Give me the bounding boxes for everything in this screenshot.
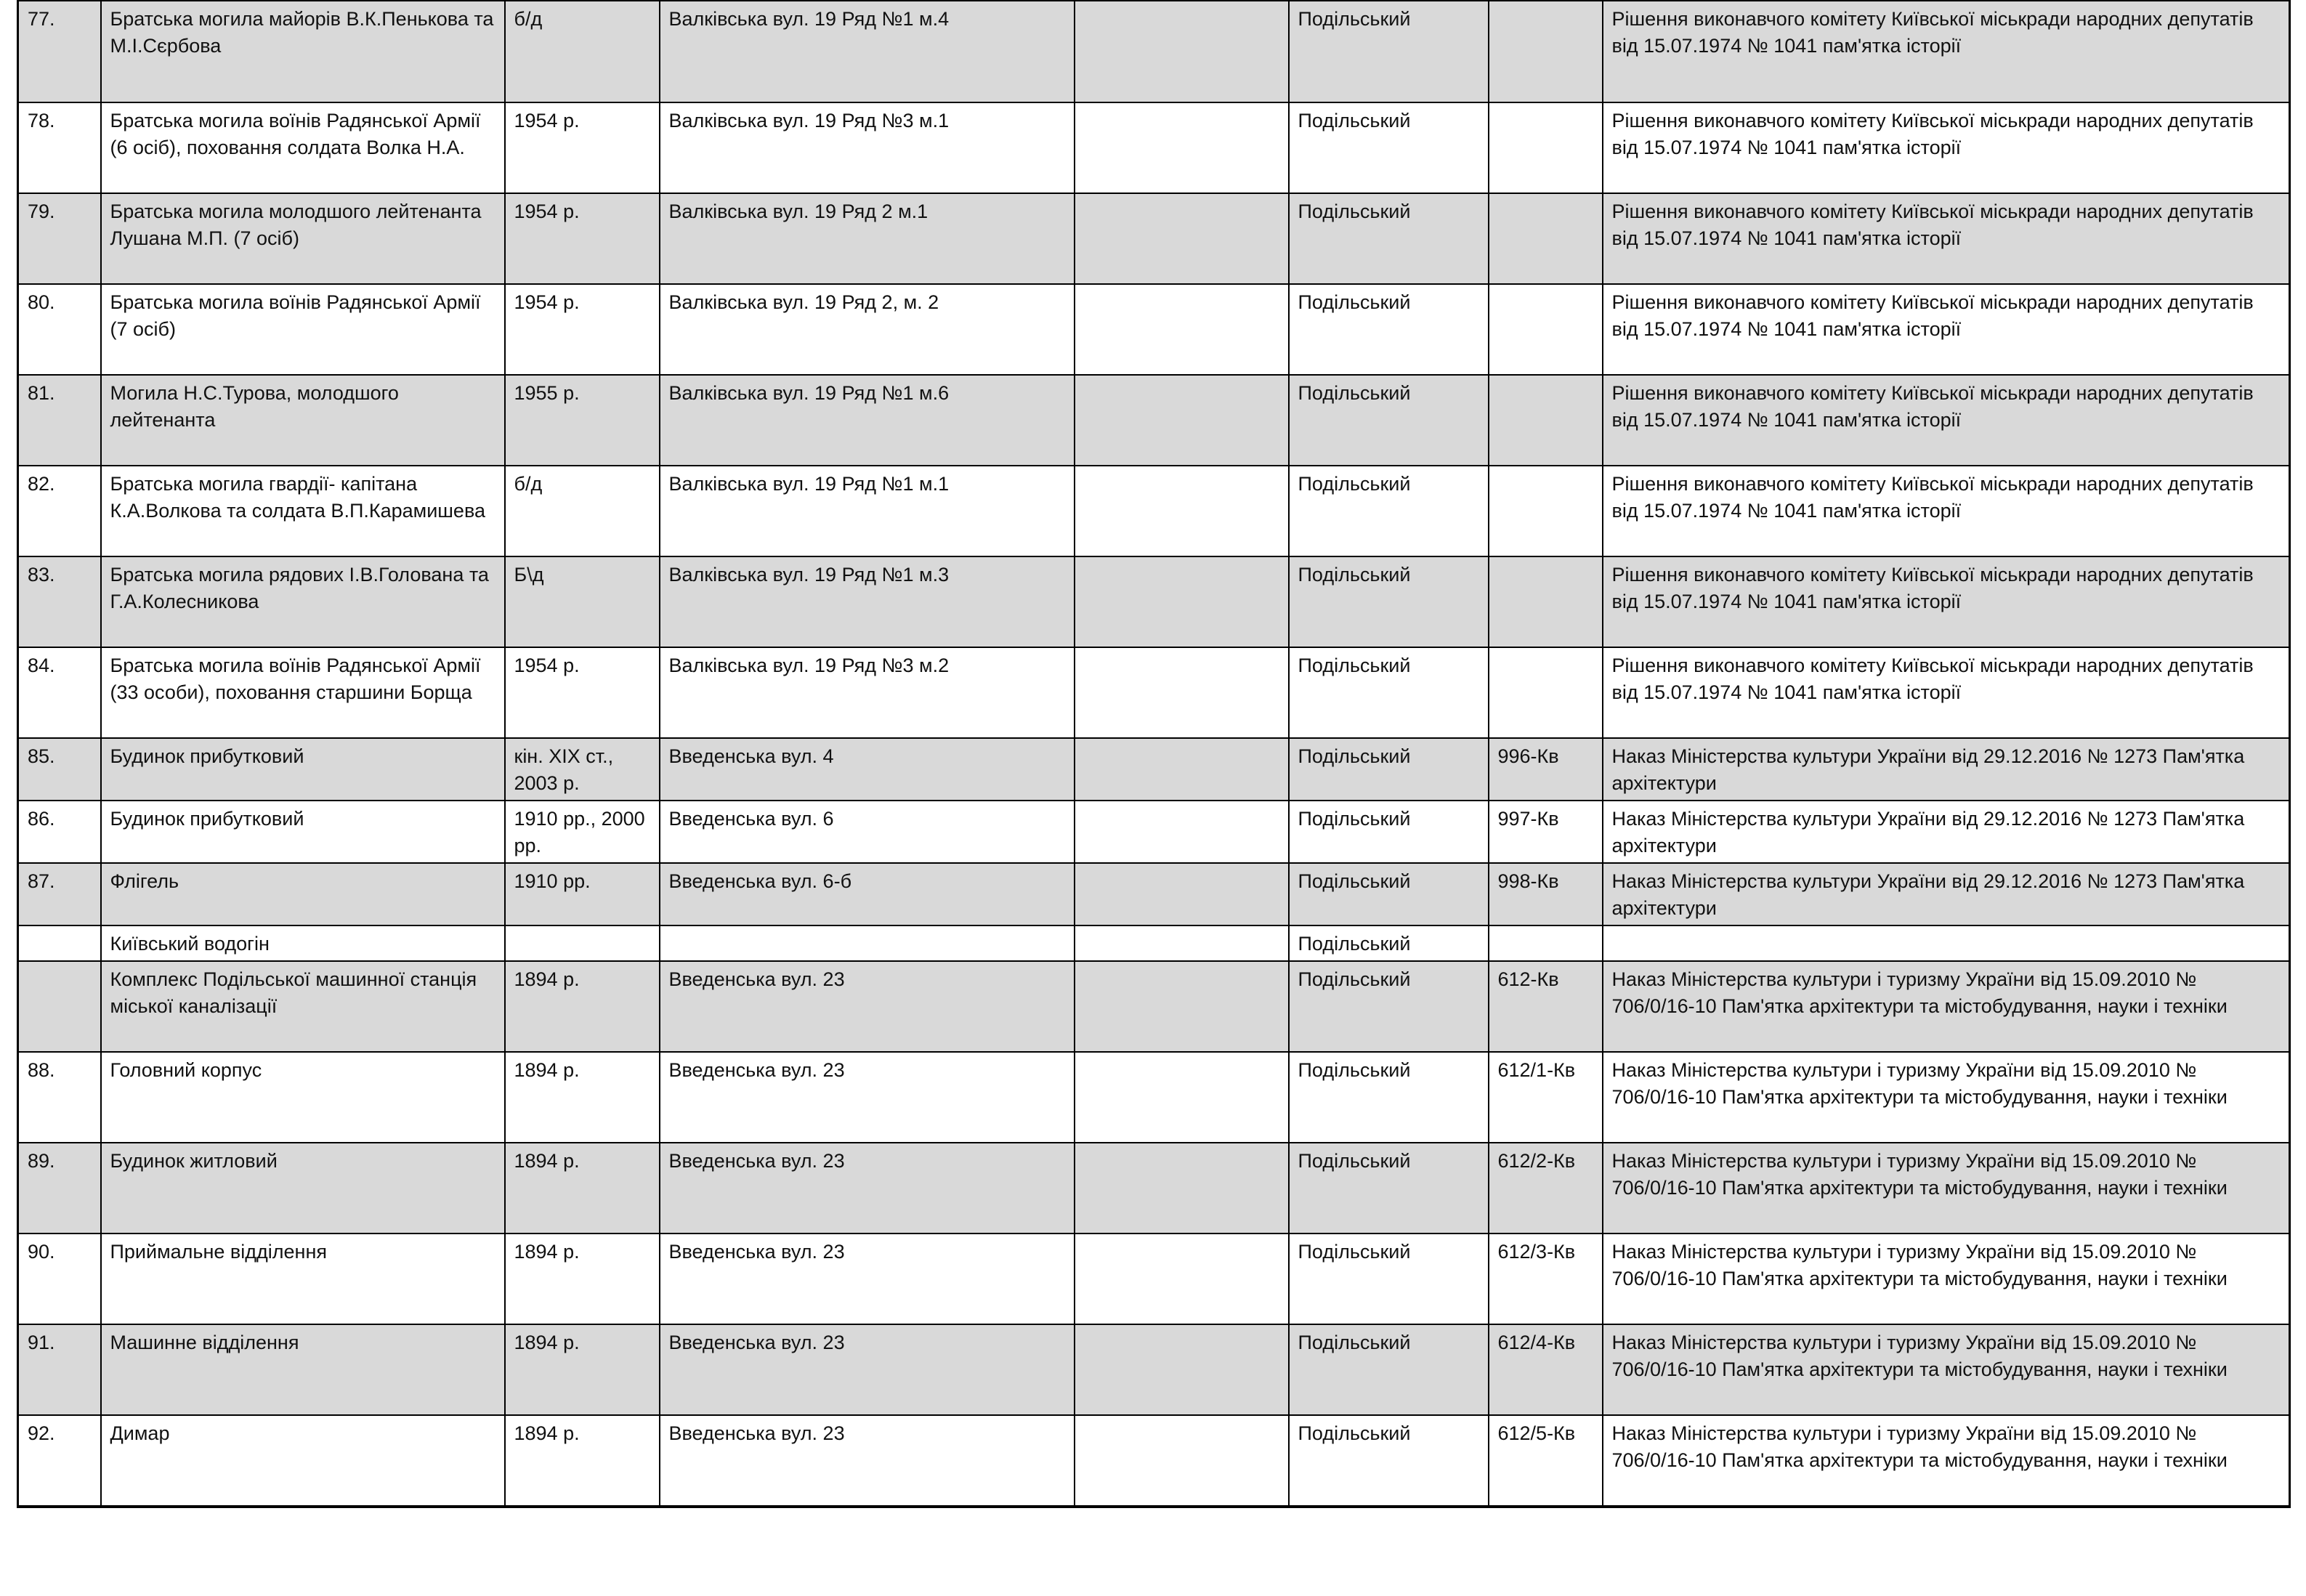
table-row — [18, 801, 2290, 863]
address-cell: Валківська вул. 19 Ряд №1 м.6 — [660, 375, 1075, 466]
date-cell: б/д — [505, 1, 660, 102]
empty-cell — [1075, 801, 1289, 863]
district-cell: Подільський — [1289, 1324, 1489, 1415]
date-cell: б/д — [505, 466, 660, 556]
date-cell: 1954 р. — [505, 284, 660, 375]
table-row — [18, 738, 2290, 801]
district-cell: Подільський — [1289, 1, 1489, 102]
object-name-cell: Приймальне відділення — [101, 1234, 505, 1324]
object-name-cell: Комплекс Подільської машинної станція міської каналізації — [101, 961, 505, 1052]
row-number-cell: 85. — [18, 738, 101, 801]
empty-cell — [1075, 925, 1289, 961]
object-name-cell: Братська могила гвардії- капітана К.А.Волкова та солдата В.П.Карамишева — [101, 466, 505, 556]
row-number-cell: 91. — [18, 1324, 101, 1415]
protection-code-cell — [1489, 466, 1603, 556]
date-cell: 1910 рр. — [505, 863, 660, 925]
legal-document-cell: Рішення виконавчого комітету Київської міськради народних депутатів від 15.07.1974 № 1041 пам'ятка історії — [1603, 647, 2290, 738]
date-cell: 1894 р. — [505, 1234, 660, 1324]
date-cell: 1910 рр., 2000 рр. — [505, 801, 660, 863]
object-name-cell: Братська могила воїнів Радянської Армії (6 осіб), поховання солдата Волка Н.А. — [101, 102, 505, 193]
empty-cell — [1075, 1324, 1289, 1415]
empty-cell — [1075, 1052, 1289, 1143]
empty-cell — [1075, 863, 1289, 925]
row-number-cell: 83. — [18, 556, 101, 647]
object-name-cell: Флігель — [101, 863, 505, 925]
address-cell: Введенська вул. 23 — [660, 961, 1075, 1052]
table-row — [18, 961, 2290, 1052]
date-cell: 1955 р. — [505, 375, 660, 466]
date-cell — [505, 925, 660, 961]
address-cell: Введенська вул. 6 — [660, 801, 1075, 863]
table-row — [18, 925, 2290, 961]
protection-code-cell: 612/4-Кв — [1489, 1324, 1603, 1415]
date-cell: 1894 р. — [505, 1052, 660, 1143]
address-cell: Введенська вул. 23 — [660, 1234, 1075, 1324]
protection-code-cell: 612/3-Кв — [1489, 1234, 1603, 1324]
address-cell: Введенська вул. 23 — [660, 1143, 1075, 1234]
row-number-cell: 77. — [18, 1, 101, 102]
address-cell: Валківська вул. 19 Ряд №1 м.1 — [660, 466, 1075, 556]
district-cell: Подільський — [1289, 193, 1489, 284]
date-cell: 1894 р. — [505, 1324, 660, 1415]
object-name-cell: Головний корпус — [101, 1052, 505, 1143]
empty-cell — [1075, 284, 1289, 375]
district-cell: Подільський — [1289, 102, 1489, 193]
legal-document-cell: Наказ Міністерства культури і туризму України від 15.09.2010 № 706/0/16-10 Пам'ятка архітектури та містобудування, науки і техніки — [1603, 1052, 2290, 1143]
object-name-cell: Братська могила молодшого лейтенанта Лушана М.П. (7 осіб) — [101, 193, 505, 284]
legal-document-cell: Наказ Міністерства культури України від 29.12.2016 № 1273 Пам'ятка архітектури — [1603, 863, 2290, 925]
legal-document-cell: Рішення виконавчого комітету Київської міськради народних депутатів від 15.07.1974 № 1041 пам'ятка історії — [1603, 102, 2290, 193]
protection-code-cell — [1489, 647, 1603, 738]
empty-cell — [1075, 647, 1289, 738]
district-cell: Подільський — [1289, 1234, 1489, 1324]
date-cell: Б\д — [505, 556, 660, 647]
address-cell: Введенська вул. 23 — [660, 1415, 1075, 1507]
date-cell: 1894 р. — [505, 1143, 660, 1234]
district-cell: Подільський — [1289, 863, 1489, 925]
row-number-cell: 78. — [18, 102, 101, 193]
table-row — [18, 102, 2290, 193]
legal-document-cell: Рішення виконавчого комітету Київської міськради народних депутатів від 15.07.1974 № 1041 пам'ятка історії — [1603, 284, 2290, 375]
empty-cell — [1075, 1234, 1289, 1324]
row-number-cell: 90. — [18, 1234, 101, 1324]
district-cell: Подільський — [1289, 1052, 1489, 1143]
object-name-cell: Будинок житловий — [101, 1143, 505, 1234]
row-number-cell: 87. — [18, 863, 101, 925]
row-number-cell — [18, 961, 101, 1052]
address-cell: Введенська вул. 23 — [660, 1052, 1075, 1143]
protection-code-cell — [1489, 284, 1603, 375]
row-number-cell: 80. — [18, 284, 101, 375]
row-number-cell: 82. — [18, 466, 101, 556]
table-row — [18, 193, 2290, 284]
object-name-cell: Братська могила майорів В.К.Пенькова та М.І.Сєрбова — [101, 1, 505, 102]
object-name-cell: Димар — [101, 1415, 505, 1507]
district-cell: Подільський — [1289, 647, 1489, 738]
address-cell: Валківська вул. 19 Ряд №3 м.1 — [660, 102, 1075, 193]
legal-document-cell: Наказ Міністерства культури і туризму України від 15.09.2010 № 706/0/16-10 Пам'ятка архітектури та містобудування, науки і техніки — [1603, 1324, 2290, 1415]
table-row — [18, 284, 2290, 375]
heritage-register-table — [17, 0, 2291, 1508]
legal-document-cell: Рішення виконавчого комітету Київської міськради народних депутатів від 15.07.1974 № 1041 пам'ятка історії — [1603, 556, 2290, 647]
protection-code-cell: 997-Кв — [1489, 801, 1603, 863]
document-page — [17, 0, 2289, 1508]
protection-code-cell: 996-Кв — [1489, 738, 1603, 801]
district-cell: Подільський — [1289, 1415, 1489, 1507]
date-cell: кін. XIX ст., 2003 р. — [505, 738, 660, 801]
row-number-cell: 89. — [18, 1143, 101, 1234]
address-cell — [660, 925, 1075, 961]
district-cell: Подільський — [1289, 375, 1489, 466]
protection-code-cell: 612/5-Кв — [1489, 1415, 1603, 1507]
district-cell: Подільський — [1289, 801, 1489, 863]
empty-cell — [1075, 466, 1289, 556]
district-cell: Подільський — [1289, 556, 1489, 647]
object-name-cell: Братська могила воїнів Радянської Армії (7 осіб) — [101, 284, 505, 375]
address-cell: Валківська вул. 19 Ряд 2 м.1 — [660, 193, 1075, 284]
empty-cell — [1075, 1415, 1289, 1507]
protection-code-cell: 612/1-Кв — [1489, 1052, 1603, 1143]
row-number-cell: 92. — [18, 1415, 101, 1507]
legal-document-cell: Наказ Міністерства культури і туризму України від 15.09.2010 № 706/0/16-10 Пам'ятка архітектури та містобудування, науки і техніки — [1603, 1415, 2290, 1507]
protection-code-cell — [1489, 925, 1603, 961]
district-cell: Подільський — [1289, 738, 1489, 801]
legal-document-cell: Рішення виконавчого комітету Київської міськради народних депутатів від 15.07.1974 № 1041 пам'ятка історії — [1603, 375, 2290, 466]
legal-document-cell: Рішення виконавчого комітету Київської міськради народних депутатів від 15.07.1974 № 1041 пам'ятка історії — [1603, 466, 2290, 556]
legal-document-cell: Рішення виконавчого комітету Київської міськради народних депутатів від 15.07.1974 № 1041 пам'ятка історії — [1603, 1, 2290, 102]
address-cell: Валківська вул. 19 Ряд №3 м.2 — [660, 647, 1075, 738]
protection-code-cell — [1489, 1, 1603, 102]
protection-code-cell — [1489, 375, 1603, 466]
date-cell: 1894 р. — [505, 961, 660, 1052]
row-number-cell: 86. — [18, 801, 101, 863]
object-name-cell: Київський водогін — [101, 925, 505, 961]
object-name-cell: Могила Н.С.Турова, молодшого лейтенанта — [101, 375, 505, 466]
date-cell: 1954 р. — [505, 193, 660, 284]
district-cell: Подільський — [1289, 961, 1489, 1052]
empty-cell — [1075, 102, 1289, 193]
address-cell: Введенська вул. 23 — [660, 1324, 1075, 1415]
table-row — [18, 1052, 2290, 1143]
object-name-cell: Будинок прибутковий — [101, 801, 505, 863]
table-row — [18, 1, 2290, 102]
empty-cell — [1075, 738, 1289, 801]
table-row — [18, 556, 2290, 647]
empty-cell — [1075, 375, 1289, 466]
district-cell: Подільський — [1289, 466, 1489, 556]
empty-cell — [1075, 193, 1289, 284]
row-number-cell — [18, 925, 101, 961]
object-name-cell: Братська могила рядових І.В.Голована та Г.А.Колесникова — [101, 556, 505, 647]
legal-document-cell — [1603, 925, 2290, 961]
object-name-cell: Машинне відділення — [101, 1324, 505, 1415]
protection-code-cell — [1489, 102, 1603, 193]
address-cell: Валківська вул. 19 Ряд №1 м.4 — [660, 1, 1075, 102]
table-row — [18, 1234, 2290, 1324]
district-cell: Подільський — [1289, 925, 1489, 961]
empty-cell — [1075, 1143, 1289, 1234]
empty-cell — [1075, 556, 1289, 647]
legal-document-cell: Наказ Міністерства культури України від 29.12.2016 № 1273 Пам'ятка архітектури — [1603, 801, 2290, 863]
district-cell: Подільський — [1289, 284, 1489, 375]
table-row — [18, 1143, 2290, 1234]
protection-code-cell: 998-Кв — [1489, 863, 1603, 925]
table-row — [18, 863, 2290, 925]
table-row — [18, 647, 2290, 738]
protection-code-cell: 612/2-Кв — [1489, 1143, 1603, 1234]
legal-document-cell: Наказ Міністерства культури України від 29.12.2016 № 1273 Пам'ятка архітектури — [1603, 738, 2290, 801]
table-row — [18, 1415, 2290, 1507]
address-cell: Введенська вул. 6-б — [660, 863, 1075, 925]
empty-cell — [1075, 1, 1289, 102]
protection-code-cell — [1489, 193, 1603, 284]
district-cell: Подільський — [1289, 1143, 1489, 1234]
legal-document-cell: Наказ Міністерства культури і туризму України від 15.09.2010 № 706/0/16-10 Пам'ятка архітектури та містобудування, науки і техніки — [1603, 1143, 2290, 1234]
date-cell: 1954 р. — [505, 102, 660, 193]
row-number-cell: 84. — [18, 647, 101, 738]
date-cell: 1894 р. — [505, 1415, 660, 1507]
row-number-cell: 81. — [18, 375, 101, 466]
address-cell: Введенська вул. 4 — [660, 738, 1075, 801]
legal-document-cell: Наказ Міністерства культури і туризму України від 15.09.2010 № 706/0/16-10 Пам'ятка архітектури та містобудування, науки і техніки — [1603, 961, 2290, 1052]
address-cell: Валківська вул. 19 Ряд 2, м. 2 — [660, 284, 1075, 375]
row-number-cell: 88. — [18, 1052, 101, 1143]
date-cell: 1954 р. — [505, 647, 660, 738]
protection-code-cell — [1489, 556, 1603, 647]
empty-cell — [1075, 961, 1289, 1052]
legal-document-cell: Наказ Міністерства культури і туризму України від 15.09.2010 № 706/0/16-10 Пам'ятка архітектури та містобудування, науки і техніки — [1603, 1234, 2290, 1324]
object-name-cell: Братська могила воїнів Радянської Армії (33 особи), поховання старшини Борща — [101, 647, 505, 738]
protection-code-cell: 612-Кв — [1489, 961, 1603, 1052]
table-row — [18, 1324, 2290, 1415]
address-cell: Валківська вул. 19 Ряд №1 м.3 — [660, 556, 1075, 647]
table-row — [18, 466, 2290, 556]
object-name-cell: Будинок прибутковий — [101, 738, 505, 801]
table-row — [18, 375, 2290, 466]
row-number-cell: 79. — [18, 193, 101, 284]
legal-document-cell: Рішення виконавчого комітету Київської міськради народних депутатів від 15.07.1974 № 1041 пам'ятка історії — [1603, 193, 2290, 284]
